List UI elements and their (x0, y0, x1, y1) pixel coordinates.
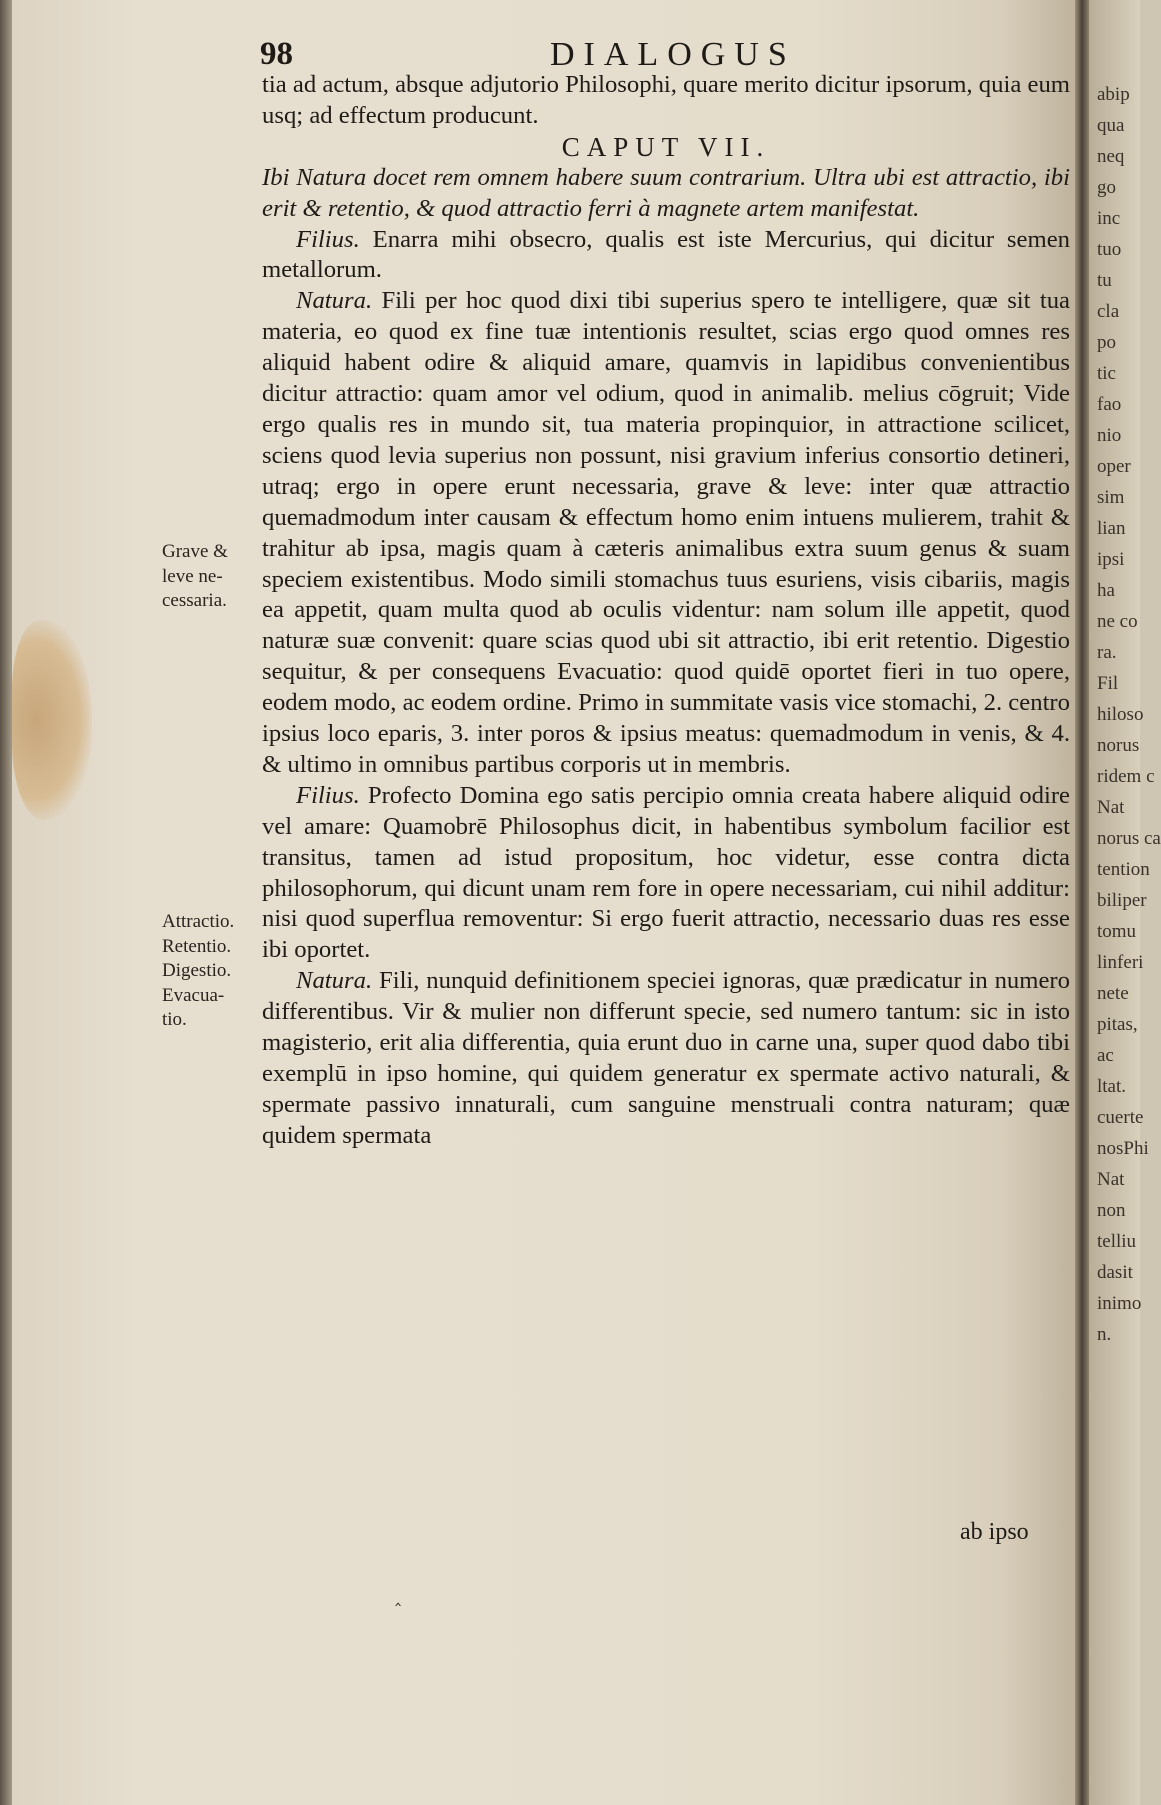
facing-page-fragment: ipsi (1097, 549, 1125, 570)
chapter-heading: CAPUT VII. (561, 131, 771, 162)
paragraph-text: Profecto Domina ego satis percipio omnia creata habere aliquid odire vel amare: Quamobrē Philosophus dicit, in habentibus symbolum facilior est transitus, tamen ad istud propositum, hoc videtur, esse contra dicta philosophorum, qui dicunt unam rem fore in opere necessariam, cui nihil additur: nisi quod superflua removentur: Si ergo fuerit attractio, necessario duas res esse ibi oportet. (262, 781, 1070, 964)
facing-page-fragment: biliper (1097, 890, 1147, 911)
facing-page-fragment: tomu (1097, 921, 1137, 942)
facing-page-fragment: lian (1097, 518, 1126, 539)
facing-page-fragment: tu (1097, 270, 1112, 291)
facing-page-fragment: ne co (1097, 611, 1138, 632)
margin-note-line: Grave & (162, 541, 228, 562)
margin-note-line: leve ne- (162, 565, 223, 587)
facing-page-fragment: nio (1097, 425, 1122, 446)
running-title: DIALOGUS (550, 36, 796, 73)
facing-page-fragment: inimo (1097, 1293, 1142, 1314)
margin-note-line: Retentio. (162, 935, 232, 957)
facing-page-fragment: telliu (1097, 1231, 1137, 1252)
facing-page-fragment: ltat. (1097, 1076, 1127, 1097)
facing-page-fragment: ac (1097, 1045, 1114, 1066)
facing-page-fragment: non (1097, 1200, 1126, 1221)
facing-page-fragment: ridem c (1097, 766, 1155, 787)
margin-note-line: Digestio. (162, 960, 232, 981)
paragraph-text: Enarra mihi obsecro, qualis est iste Mercurius, qui dicitur semen metallorum. (262, 225, 1070, 284)
facing-page-edge (1089, 0, 1161, 1805)
facing-page-fragment: abip (1097, 84, 1130, 105)
main-text (262, 70, 1070, 1152)
facing-page-fragment: norus (1097, 735, 1140, 756)
dialogue-paragraph (262, 286, 1070, 781)
facing-page-fragment: hiloso (1097, 704, 1144, 725)
dialogue-paragraph (262, 225, 1070, 287)
facing-page-fragment: oper (1097, 456, 1131, 477)
stray-mark: ‸ (395, 1586, 402, 1607)
facing-page-fragment: nosPhi (1097, 1138, 1149, 1159)
facing-page-fragment: norus ca (1097, 828, 1161, 849)
speaker-label: Filius. (296, 225, 360, 253)
facing-page-fragment: tic (1097, 363, 1116, 384)
speaker-label: Natura. (296, 967, 373, 995)
facing-page-fragment: Fil (1097, 673, 1119, 694)
facing-page-fragment: tention (1097, 859, 1150, 880)
paragraph-text: Fili per hoc quod dixi tibi superius spero te intelligere, quæ sit tua materia, eo quod ex fine tuæ intentionis resultet, scias ergo quod omnes res aliquid habent odire & aliquid amare, quamvis in lapidibus convenientibus dicitur attractio: quam amor vel odium, quod in animalib. melius cōgruit; Vide ergo qualis res in mundo sit, tua materia propinquior, in attractione scilicet, sciens quod levia superius non possunt, nisi gravium inferius consortio detineri, utraq; ergo in opere erunt necessaria, grave & leve: inter quæ attractio quemadmodum inter causam & effectum homo enim intuens mulierem, trahit & trahitur ab ipsa, magis quam à cæteris animalibus extra suum genus & suam speciem existentibus. Modo simili stomachus tuus esuriens, visis cibariis, magis ea appetit, quam multa quod ab oculis videntur: nam solum ille appetit, quod naturæ suæ convenit: quare scias quod ubi sit attractio, ibi erit retentio. Digestio sequitur, & per consequens Evacuatio: quod quidē oportet fieri in tuo opere, eodem modo, ac eodem ordine. Primo in summitate vasis vice stomachi, 2. centro ipsius loco eparis, 3. inter poros & ipsius meatus: quemadmodum in venis, & 4. & ultimo in omnibus partibus corporis ut in membris. (262, 287, 1070, 778)
facing-page-fragment: ha (1097, 580, 1115, 601)
speaker-label: Natura. (296, 287, 373, 315)
facing-page-fragment: sim (1097, 487, 1125, 508)
catchword: ab ipso (960, 1519, 1029, 1545)
margin-note-line: Evacua- (162, 984, 225, 1006)
margin-note-line: Attractio. (162, 911, 235, 932)
page-number: 98 (260, 36, 293, 72)
book-left-edge (0, 0, 12, 1805)
facing-page-fragment: Nat (1097, 1169, 1125, 1190)
chapter-summary: Ibi Natura docet rem omnem habere suum contrarium. Ultra ubi est attractio, ibi erit & retentio, & quod attractio ferri à magnete artem manifestat. (262, 163, 1070, 222)
facing-page-fragment: pitas, (1097, 1014, 1138, 1035)
facing-page-fragment: po (1097, 332, 1116, 353)
facing-page-fragment: dasit (1097, 1262, 1133, 1283)
facing-page-fragment: ra. (1097, 642, 1117, 663)
margin-note-line: tio. (162, 1009, 187, 1030)
dialogue-paragraph (262, 781, 1070, 966)
margin-note-line: cessaria. (162, 590, 227, 611)
speaker-label: Filius. (296, 781, 360, 809)
facing-page-fragment: n. (1097, 1324, 1112, 1345)
facing-page-fragment: inc (1097, 208, 1121, 229)
paragraph-text: Fili, nunquid definitionem speciei ignoras, quæ prædicatur in numero differentibus. Vir & mulier non differunt specie, sed numero tantum: sic in isto magisterio, erit alia differentia, quia erunt duo in carne una, super quod dabo tibi exemplū in ipso homine, qui quidem generatur ex spermate activo naturali, & spermate passivo innaturali, cum sanguine menstruali contra naturam; quæ quidem spermata (262, 967, 1070, 1149)
continuation-text: tia ad actum, absque adjutorio Philosophi, quare merito dicitur ipsorum, quia eum usq; ad effectum producunt. (262, 71, 1070, 129)
paper-stain (12, 620, 92, 820)
margin-note-grave-leve (162, 540, 272, 614)
facing-page-fragment: go (1097, 177, 1116, 198)
facing-page-fragment: cla (1097, 301, 1120, 322)
facing-page-fragment: fao (1097, 394, 1122, 415)
facing-page-fragment: qua (1097, 115, 1125, 136)
facing-page-fragment: cuerte (1097, 1107, 1144, 1128)
margin-note-digestion (162, 910, 272, 1033)
facing-page-fragment: neq (1097, 146, 1125, 167)
book-gutter (1075, 0, 1089, 1805)
facing-page-fragment: tuo (1097, 239, 1122, 260)
facing-page-fragment: nete (1097, 983, 1129, 1004)
facing-page-fragment: linferi (1097, 952, 1144, 973)
dialogue-paragraph (262, 966, 1070, 1151)
facing-page-fragment: Nat (1097, 797, 1125, 818)
